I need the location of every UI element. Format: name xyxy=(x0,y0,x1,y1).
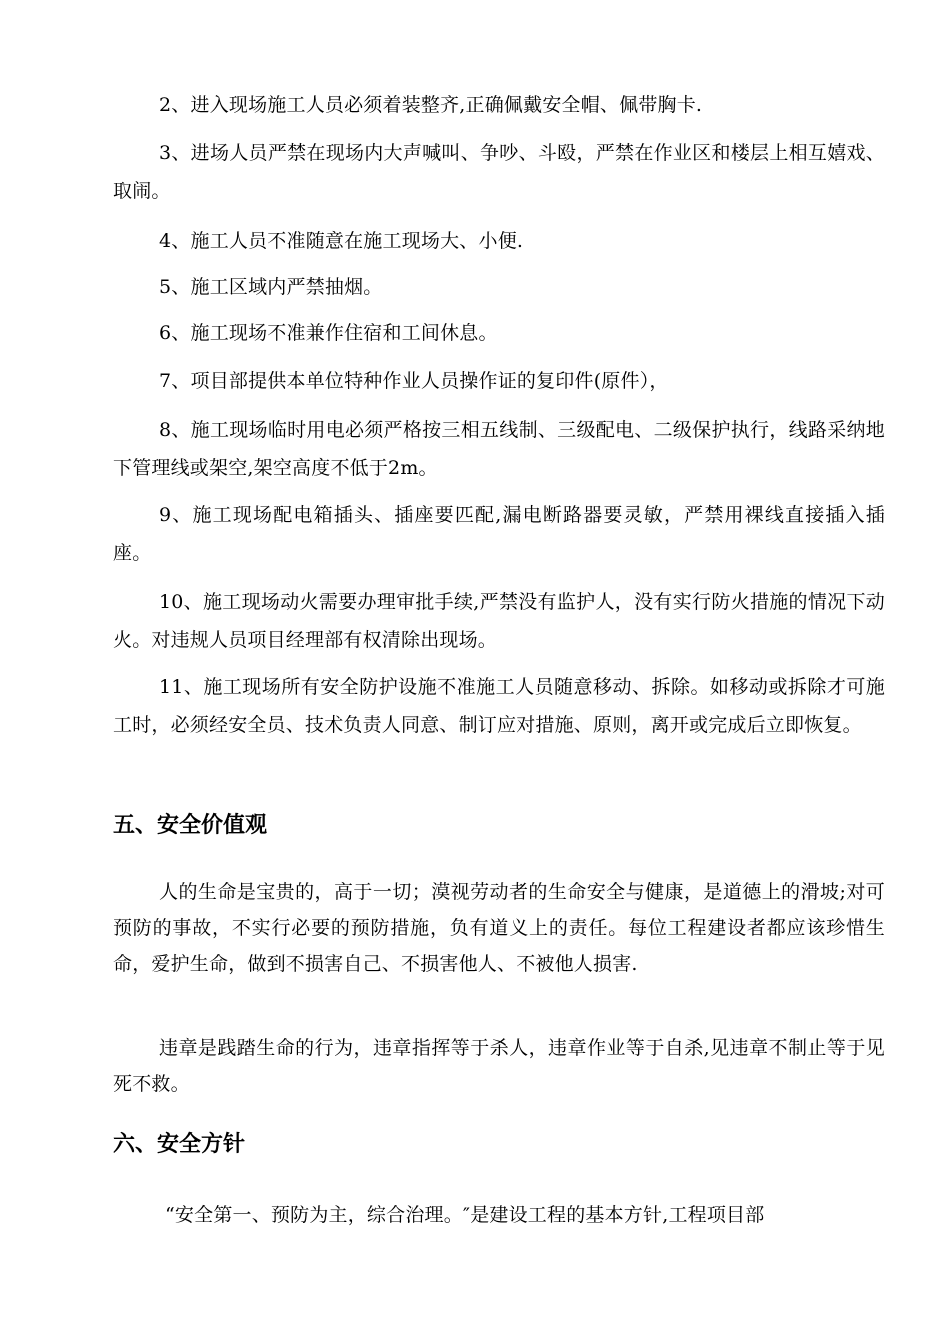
rule-9: 9、施工现场配电箱插头、插座要匹配,漏电断路器要灵敏，严禁用裸线直接插入插座。 xyxy=(113,504,885,564)
rule-4: 4、施工人员不准随意在施工现场大、小便. xyxy=(159,230,524,252)
rule-8: 8、施工现场临时用电必须严格按三相五线制、三级配电、二级保护执行，线路采纳地下管理线或架空,架空高度不低于2m。 xyxy=(113,419,885,479)
rule-10: 10、施工现场动火需要办理审批手续,严禁没有监护人，没有实行防火措施的情况下动火。对违规人员项目经理部有权清除出现场。 xyxy=(113,591,885,651)
rule-2: 2、进入现场施工人员必须着装整齐,正确佩戴安全帽、佩带胸卡. xyxy=(159,94,703,116)
section-heading-policy: 六、安全方针 xyxy=(113,1132,246,1157)
rule-7: 7、项目部提供本单位特种作业人员操作证的复印件(原件）， xyxy=(159,370,669,392)
values-paragraph-1: 人的生命是宝贵的，高于一切；漠视劳动者的生命安全与健康，是道德上的滑坡;对可预防的事故，不实行必要的预防措施，负有道义上的责任。每位工程建设者都应该珍惜生命，爱护生命，做到不损害自己、不损害他人、不被他人损害. xyxy=(113,881,885,975)
values-paragraph-2: 违章是践踏生命的行为，违章指挥等于杀人，违章作业等于自杀,见违章不制止等于见死不救。 xyxy=(113,1037,885,1095)
rule-3: 3、进场人员严禁在现场内大声喊叫、争吵、斗殴，严禁在作业区和楼层上相互嬉戏、取闹。 xyxy=(113,142,885,202)
policy-paragraph-1: “安全第一、预防为主，综合治理。″是建设工程的基本方针,工程项目部 xyxy=(165,1204,765,1226)
section-heading-values: 五、安全价值观 xyxy=(113,813,268,838)
rule-6: 6、施工现场不准兼作住宿和工间休息。 xyxy=(159,322,498,344)
rule-5: 5、施工区域内严禁抽烟。 xyxy=(159,276,383,298)
rule-11: 11、施工现场所有安全防护设施不准施工人员随意移动、拆除。如移动或拆除才可施工时，必须经安全员、技术负责人同意、制订应对措施、原则，离开或完成后立即恢复。 xyxy=(113,676,885,736)
